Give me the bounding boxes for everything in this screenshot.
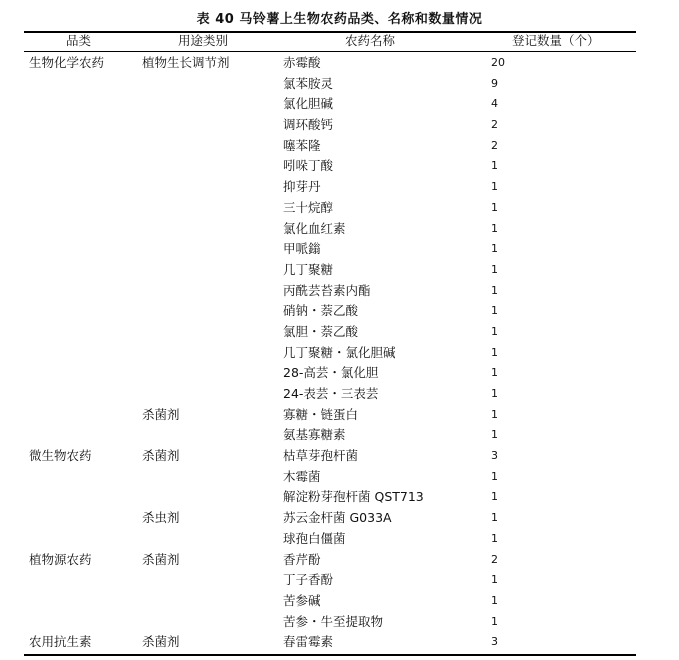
- table-row: [0, 321, 679, 342]
- row-use: 杀菌剂: [142, 448, 180, 464]
- row-pesticide-name: 枯草芽孢杆菌: [283, 448, 359, 464]
- row-count: 1: [491, 304, 498, 318]
- table-row: [0, 528, 679, 549]
- row-count: 1: [491, 242, 498, 256]
- row-pesticide-name: 氨基寡糖素: [283, 427, 346, 443]
- table-row: [0, 507, 679, 528]
- row-category: 植物源农药: [29, 551, 92, 567]
- row-count: 1: [491, 407, 498, 421]
- row-pesticide-name: 赤霉酸: [283, 55, 321, 70]
- table-row: [0, 590, 679, 611]
- row-pesticide-name: 几丁聚糖・氯化胆碱: [283, 344, 396, 360]
- row-count: 1: [491, 490, 498, 504]
- row-pesticide-name: 氯胆・萘乙酸: [283, 323, 359, 339]
- row-pesticide-name: 丁子香酚: [283, 572, 334, 588]
- header-category: 品类: [66, 33, 92, 48]
- row-count: 20: [491, 56, 505, 69]
- row-count: 1: [491, 221, 498, 235]
- table-row: [0, 300, 679, 321]
- table-row: [0, 362, 679, 383]
- table-row: [0, 155, 679, 176]
- row-category: 微生物农药: [29, 448, 92, 464]
- row-use: 杀虫剂: [142, 510, 180, 526]
- row-count: 3: [491, 449, 498, 463]
- table-body: [0, 52, 679, 652]
- table-row: [0, 52, 679, 73]
- row-pesticide-name: 24-表芸・三表芸: [283, 386, 379, 401]
- table-row: [0, 445, 679, 466]
- row-use: 杀菌剂: [142, 551, 180, 567]
- row-pesticide-name: 调环酸钙: [283, 117, 334, 133]
- row-pesticide-name: 球孢白僵菌: [283, 530, 346, 546]
- row-category: 生物化学农药: [29, 55, 105, 70]
- row-count: 3: [491, 635, 498, 649]
- table-row: [0, 280, 679, 301]
- row-pesticide-name: 吲哚丁酸: [283, 158, 334, 174]
- row-pesticide-name: 氯化血红素: [283, 220, 346, 236]
- table-row: [0, 611, 679, 632]
- row-use: 杀菌剂: [142, 406, 180, 422]
- row-pesticide-name: 苦参・牛至提取物: [283, 613, 384, 629]
- table-row: [0, 383, 679, 404]
- row-pesticide-name: 28-高芸・氯化胆: [283, 365, 379, 381]
- table-row: [0, 176, 679, 197]
- row-pesticide-name: 甲哌鎓: [283, 241, 321, 257]
- table-row: [0, 549, 679, 570]
- row-count: 1: [491, 511, 498, 525]
- table-row: [0, 342, 679, 363]
- row-pesticide-name: 氯苯胺灵: [283, 75, 334, 91]
- table-row: [0, 631, 679, 652]
- row-count: 1: [491, 324, 498, 338]
- row-count: 1: [491, 159, 498, 173]
- row-use: 杀菌剂: [142, 634, 180, 650]
- row-count: 1: [491, 180, 498, 194]
- header-count: 登记数量（个）: [512, 33, 600, 48]
- row-count: 1: [491, 387, 498, 400]
- row-pesticide-name: 三十烷醇: [283, 199, 334, 215]
- bottom-rule: [24, 654, 636, 656]
- table-row: [0, 135, 679, 156]
- header-use: 用途类别: [178, 33, 229, 48]
- row-count: 1: [491, 366, 498, 380]
- table-row: [0, 259, 679, 280]
- header-name: 农药名称: [345, 33, 396, 48]
- row-count: 1: [491, 593, 498, 607]
- row-count: 4: [491, 97, 498, 111]
- row-count: 9: [491, 76, 498, 90]
- row-pesticide-name: 氯化胆碱: [283, 96, 334, 112]
- row-pesticide-name: 苦参碱: [283, 592, 321, 608]
- table-row: [0, 238, 679, 259]
- row-count: 1: [491, 573, 498, 587]
- row-count: 1: [491, 469, 498, 483]
- table-row: [0, 218, 679, 239]
- row-pesticide-name: 硝钠・萘乙酸: [283, 303, 359, 319]
- row-count: 1: [491, 200, 498, 214]
- table-title: 表 40 马铃薯上生物农药品类、名称和数量情况: [196, 12, 483, 27]
- table-row: [0, 197, 679, 218]
- table-row: [0, 93, 679, 114]
- row-count: 2: [491, 138, 498, 152]
- row-pesticide-name: 香芹酚: [283, 551, 321, 567]
- table-row: [0, 73, 679, 94]
- row-category: 农用抗生素: [29, 634, 92, 650]
- row-count: 1: [491, 428, 498, 442]
- row-pesticide-name: 几丁聚糖: [283, 261, 334, 277]
- row-count: 1: [491, 345, 498, 359]
- row-pesticide-name: 寡糖・链蛋白: [283, 406, 359, 422]
- row-count: 2: [491, 118, 498, 132]
- row-count: 1: [491, 283, 498, 297]
- row-pesticide-name: 抑芽丹: [283, 179, 321, 195]
- table-row: [0, 466, 679, 487]
- row-count: 1: [491, 614, 498, 628]
- table-row: [0, 569, 679, 590]
- row-count: 2: [491, 552, 498, 566]
- row-count: 1: [491, 262, 498, 276]
- table-row: [0, 486, 679, 507]
- row-count: 1: [491, 531, 498, 545]
- row-pesticide-name: 春雷霉素: [283, 634, 334, 650]
- row-use: 植物生长调节剂: [142, 55, 230, 70]
- row-pesticide-name: 木霉菌: [283, 468, 321, 484]
- row-pesticide-name: 噻苯隆: [283, 137, 321, 153]
- row-pesticide-name: 苏云金杆菌 G033A: [283, 510, 392, 526]
- row-pesticide-name: 丙酰芸苔素内酯: [283, 282, 371, 298]
- table-row: [0, 404, 679, 425]
- table-row: [0, 114, 679, 135]
- row-pesticide-name: 解淀粉芽孢杆菌 QST713: [283, 489, 424, 505]
- table-row: [0, 424, 679, 445]
